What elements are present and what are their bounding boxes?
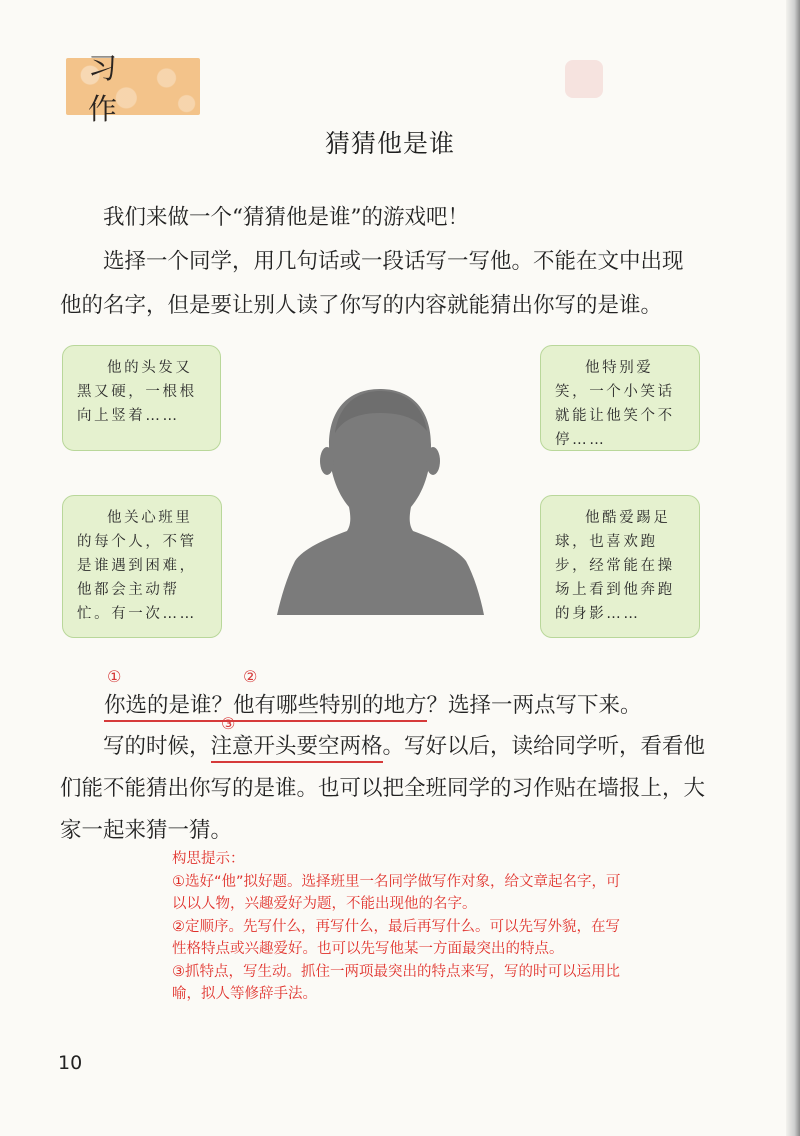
page-edge-shadow — [786, 0, 800, 1136]
writing-instructions — [60, 726, 710, 852]
tips-heading: 构思提示： — [172, 851, 245, 867]
bubble-top-right-text: 他特别爱笑，一个小笑话就能让他笑个不停…… — [555, 360, 675, 448]
question-part-2: 他有哪些特别的地方 — [233, 693, 427, 722]
tip-3: ③抓特点，写生动。抓住一两项最突出的特点来写，写的时可以运用比喻，拟人等修辞手法。 — [172, 963, 620, 1002]
writing-tips — [172, 848, 632, 1006]
bubble-bottom-left-text: 他关心班里的每个人，不管是谁遇到困难，他都会主动帮忙。有一次…… — [77, 510, 197, 622]
section-tag-label: 习 作 — [88, 50, 144, 126]
question-part-3: ？选择一两点写下来。 — [426, 693, 642, 718]
bubble-bottom-left — [62, 495, 222, 638]
writing-underlined: 注意开头要空两格 — [211, 734, 383, 763]
bubble-top-left — [62, 345, 221, 451]
tip-2: ②定顺序。先写什么，再写什么，最后再写什么。可以先写外貌，在写性格特点或兴趣爱好。也可以先写他某一方面最突出的特点。 — [172, 918, 620, 957]
tip-1: ①选好“他”拟好题。选择班里一名同学做写作对象，给文章起名字，可以以人物，兴趣爱好为题，不能出现他的名字。 — [172, 873, 621, 912]
question-part-1: 你选的是谁？ — [104, 693, 233, 722]
writing-rest: 。写好以后，读给同学听，看看他们能不能猜出你写的是谁。也可以把全班同学的习作贴在墙报上，大家一起来猜一猜。 — [60, 734, 706, 843]
intro-paragraph — [60, 196, 700, 328]
intro-line-2: 选择一个同学，用几句话或一段话写一写他。不能在文中出现他的名字，但是要让别人读了你写的内容就能猜出你写的是谁。 — [60, 249, 684, 318]
lesson-title: 猜猜他是谁 — [324, 129, 455, 158]
decorative-blob — [565, 60, 603, 98]
annotation-mark-1: ① — [107, 667, 122, 686]
question-line — [104, 688, 664, 718]
annotation-mark-3: ③ — [221, 714, 236, 733]
intro-line-1: 我们来做一个“猜猜他是谁”的游戏吧！ — [103, 205, 469, 230]
annotation-mark-2: ② — [243, 667, 258, 686]
bubble-top-right — [540, 345, 700, 451]
child-silhouette-image — [277, 383, 484, 615]
page-number: 10 — [58, 1052, 83, 1074]
writing-prefix: 写的时候， — [103, 734, 211, 759]
bubble-top-left-text: 他的头发又黑又硬，一根根向上竖着…… — [77, 360, 197, 424]
bubble-bottom-right — [540, 495, 700, 638]
bubble-bottom-right-text: 他酷爱踢足球，也喜欢跑步，经常能在操场上看到他奔跑的身影…… — [555, 510, 675, 622]
section-tag — [66, 50, 200, 126]
